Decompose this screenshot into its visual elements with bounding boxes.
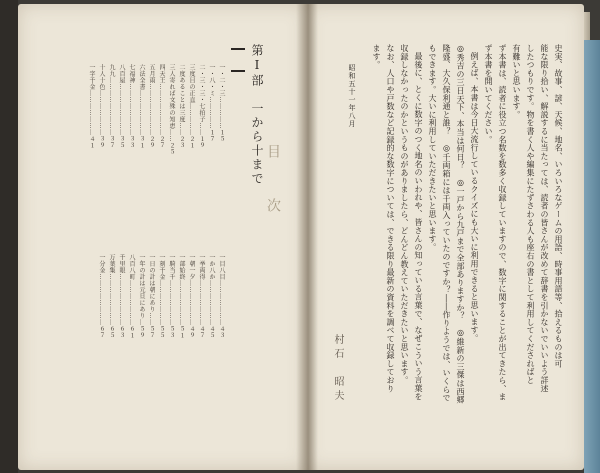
toc-entry: 一朝一夕…………………４９: [188, 254, 195, 339]
body-line: ず本書は、読者に役立つ名数を数多く収録していますので、数字に関することが出てきたら、ま: [498, 44, 507, 401]
toc-entry: 一日の計は朝にあり……５７: [148, 254, 155, 339]
toc-entry: 十人十色…………………３９: [98, 64, 105, 149]
toc-entry: 八百八町…………………６１: [128, 254, 135, 339]
background-edge: [0, 0, 18, 473]
body-line: 例えば、本書は今日大流行しているクイズにも大いに利用できると思います。: [470, 52, 479, 343]
body-line: 収録しなかったのかというものがありましたら、どんどん教えていただきたいと思います。: [400, 44, 409, 385]
body-line: 隆盛、大久保利通と誰？ ◎千両箱には千両入っていたのですか？――作りようでは、いくらで: [442, 44, 451, 402]
book-spread: [18, 4, 584, 470]
title-mark-rule: [231, 48, 245, 72]
toc-entry: 一・二・三……………１５: [218, 64, 225, 142]
body-line: なお、人口や戸数など記録的な数字については、できる限り最新の資料を調べて収録しており: [386, 44, 395, 393]
book-gutter: [296, 4, 318, 470]
toc-entry: 二・三・三・七拍子……１９: [198, 64, 205, 149]
toc-entry: 一刻千金…………………５５: [158, 254, 165, 339]
toc-entry: 一か八か…………………４５: [208, 254, 215, 339]
toc-entry: 八百屋……………………３５: [118, 64, 125, 149]
body-line: 有難いと思います。: [512, 44, 521, 119]
toc-entry: 一騎当千…………………５３: [168, 254, 175, 339]
author-name: 村石 昭夫: [332, 334, 343, 404]
toc-entry: 三人寄れば文殊の知恵……２５: [168, 64, 175, 155]
toc-entry: 一挙両得…………………４７: [198, 254, 205, 339]
right-page: [306, 4, 584, 470]
toc-entry: 一・八・ミ……………１７: [208, 64, 215, 142]
toc-entry: 三度目の正直……………２１: [188, 64, 195, 149]
body-line: もできます。大いに利用していただきたいと思います。: [428, 44, 437, 252]
toc-entry: 五月雨……………………２９: [148, 64, 155, 149]
toc-entry: 二度あることは三度……２３: [178, 64, 185, 149]
toc-entry: 九九………………………３７: [108, 64, 115, 149]
left-page: [18, 4, 306, 470]
body-line: 史実、故事、諺、天候、地名、いろいろなゲームの用語、時事用語等、拾えるものは可: [554, 44, 563, 368]
toc-entry: 一目八目…………………４３: [218, 254, 225, 339]
toc-label: 目次: [265, 144, 281, 252]
toc-entry: 一字千金…………………４１: [88, 64, 95, 149]
body-line: 最後に、とくに数字のつく地名のいわれや、皆さんの知っている言葉で、なぜこういう言葉を: [414, 52, 423, 401]
body-line: 能な限り拾い、解説するに当たっては、読者の皆さんが改めて辞書を引かないでいいよう詳述: [540, 44, 549, 393]
body-line: ◎秀吉の三日天下、本当は何日？ ◎一戸から九戸まで全部ありますか？ ◎維新の三傑は西郷: [456, 44, 465, 404]
toc-entry: 六法全書…………………３１: [138, 64, 145, 149]
body-line: したつもりです。物を書く人や編集にたずさわる人も座右の書として利用してくださればと: [526, 44, 535, 385]
body-line: ず本書を開いてください。: [484, 44, 493, 144]
part-heading: 第Ⅰ部 一から十まで: [250, 44, 264, 186]
toc-entry: 千里眼……………………６３: [118, 254, 125, 339]
toc-entry: 七福神……………………３３: [128, 64, 135, 149]
date-line: 昭和五十一年八月: [348, 64, 356, 128]
toc-entry: 一分金……………………６７: [98, 254, 105, 339]
book-cover-edge: [584, 40, 600, 473]
toc-entry: 四天王……………………２７: [158, 64, 165, 149]
toc-entry: 一年の計は元旦にあり…５９: [138, 254, 145, 339]
toc-entry: 万葉集……………………６５: [108, 254, 115, 339]
toc-entry: 一部始終…………………５１: [178, 254, 185, 339]
body-line: ます。: [372, 44, 381, 69]
